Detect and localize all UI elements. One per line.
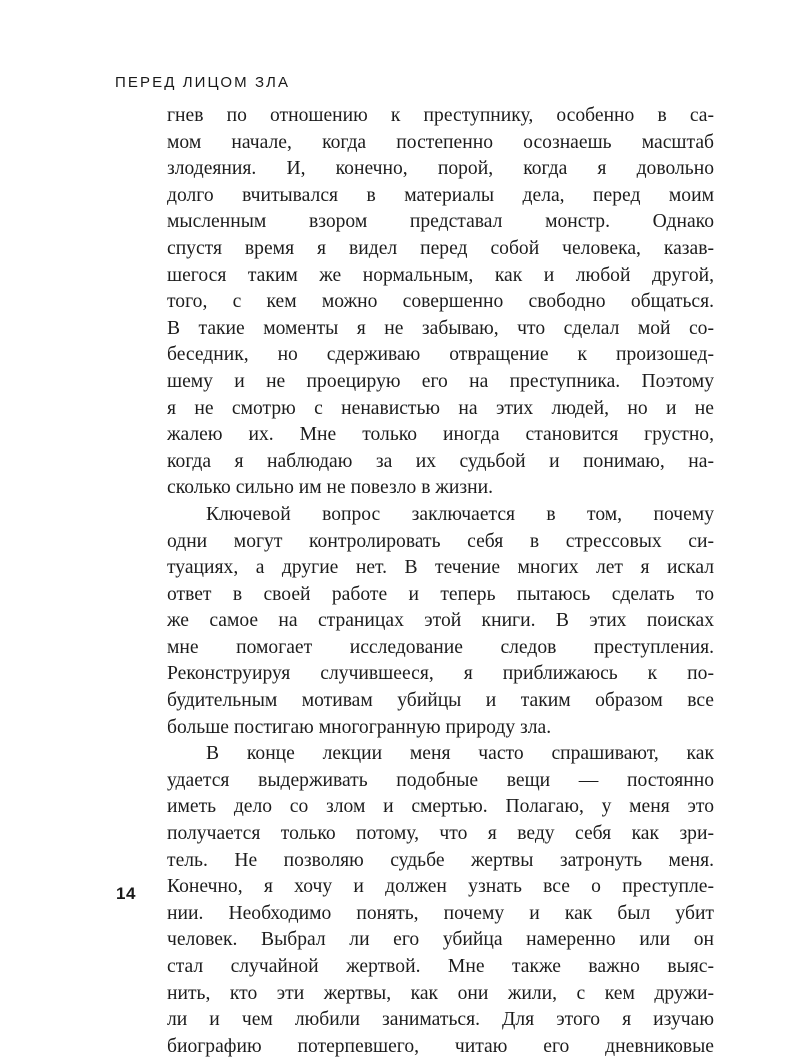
text-line: шему и не проецирую его на преступника. Поэтому bbox=[167, 370, 714, 392]
running-head: ПЕРЕД ЛИЦОМ ЗЛА bbox=[115, 74, 291, 91]
text-line: злодеяния. И, конечно, порой, когда я довольно bbox=[167, 158, 714, 180]
body-text bbox=[167, 103, 714, 1060]
text-line: гнев по отношению к преступнику, особенно в са- bbox=[167, 105, 714, 126]
text-line: тель. Не позволяю судьбе жертвы затронуть меня. bbox=[167, 849, 714, 871]
text-line: ответ в своей работе и теперь пытаюсь сделать то bbox=[167, 583, 714, 605]
text-line: сколько сильно им не повезло в жизни. bbox=[167, 477, 493, 499]
text-line: когда я наблюдаю за их судьбой и понимаю, на- bbox=[167, 450, 714, 472]
text-line: стал случайной жертвой. Мне также важно выяс- bbox=[167, 956, 714, 977]
text-line: мом начале, когда постепенно осознаешь масштаб bbox=[167, 131, 714, 153]
text-line: ли и чем любили заниматься. Для этого я изучаю bbox=[167, 1009, 714, 1031]
text-line: нии. Необходимо понять, почему и как был убит bbox=[167, 902, 714, 924]
text-line: же самое на страницах этой книги. В этих поисках bbox=[167, 610, 714, 632]
text-line: В такие моменты я не забываю, что сделал мой со- bbox=[167, 317, 714, 339]
text-line: туациях, а другие нет. В течение многих лет я искал bbox=[167, 557, 714, 579]
text-line: жалею их. Мне только иногда становится грустно, bbox=[167, 424, 714, 446]
text-line: иметь дело со злом и смертью. Полагаю, у меня это bbox=[167, 796, 714, 818]
text-line: я не смотрю с ненавистью на этих людей, но и не bbox=[167, 397, 714, 419]
text-line: человек. Выбрал ли его убийца намеренно или он bbox=[167, 929, 714, 951]
text-line: В конце лекции меня часто спрашивают, как bbox=[206, 743, 714, 765]
text-line: одни могут контролировать себя в стрессовых си- bbox=[167, 530, 714, 552]
text-line: будительным мотивам убийцы и таким образом все bbox=[167, 690, 714, 712]
text-line: долго вчитывался в материалы дела, перед моим bbox=[167, 184, 714, 206]
text-line: шегося таким же нормальным, как и любой другой, bbox=[167, 264, 714, 286]
text-line: мне помогает исследование следов преступления. bbox=[167, 636, 714, 658]
page-number: 14 bbox=[116, 884, 136, 903]
text-line: того, с кем можно совершенно свободно общаться. bbox=[167, 291, 714, 313]
text-line: Ключевой вопрос заключается в том, почему bbox=[206, 503, 714, 525]
text-line: мысленным взором представал монстр. Однако bbox=[167, 211, 714, 233]
text-line: биографию потерпевшего, читаю его дневниковые bbox=[167, 1035, 714, 1057]
text-line: Реконструируя случившееся, я приближаюсь к по- bbox=[167, 663, 714, 685]
text-line: больше постигаю многогранную природу зла. bbox=[167, 716, 552, 738]
text-line: спустя время я видел перед собой человека, казав- bbox=[167, 237, 714, 259]
text-line: нить, кто эти жертвы, как они жили, с кем дружи- bbox=[167, 982, 714, 1004]
text-line: Конечно, я хочу и должен узнать все о преступле- bbox=[167, 876, 714, 898]
text-line: беседник, но сдерживаю отвращение к произошед- bbox=[167, 344, 714, 366]
text-line: удается выдерживать подобные вещи — постоянно bbox=[167, 769, 714, 791]
text-line: получается только потому, что я веду себя как зри- bbox=[167, 823, 714, 845]
